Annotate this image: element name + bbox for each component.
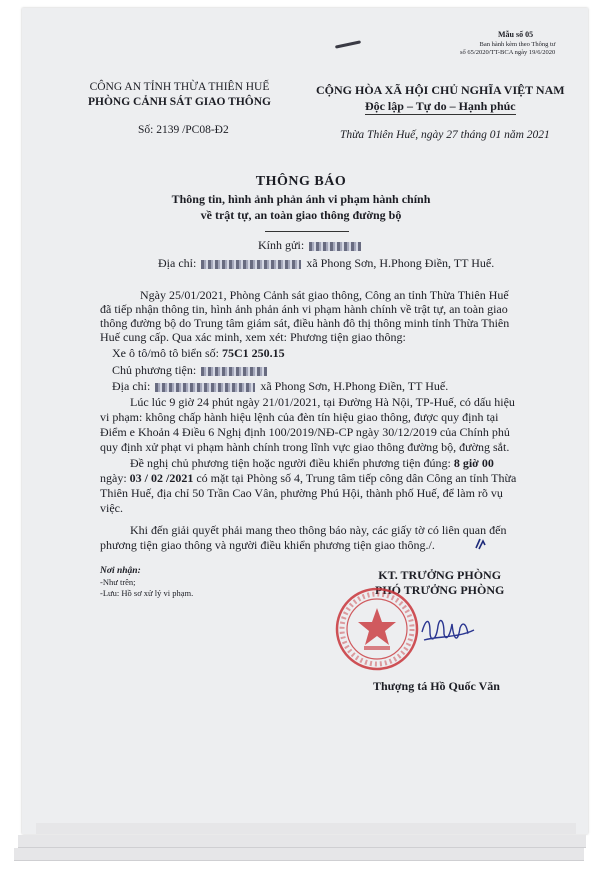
signature-title: KT. TRƯỞNG PHÒNG PHÓ TRƯỞNG PHÒNG: [375, 568, 505, 597]
owner-address-line: Địa chỉ: xã Phong Sơn, H.Phong Điền, TT Huế.: [112, 379, 449, 393]
document-subtitle: Thông tin, hình ảnh phản ánh vi phạm hành chính về trật tự, an toàn giao thông đường bộ: [171, 192, 431, 222]
republic-name: CỘNG HÒA XÃ HỘI CHỦ NGHĨA VIỆT NAM: [316, 83, 565, 97]
license-plate: 75C1 250.15: [222, 346, 285, 360]
body-line: quy định xử phạt vi phạm hành chính trong lĩnh vực giao thông đường bộ, đường sắt.: [100, 440, 510, 454]
body-line: phương tiện giao thông và người điều khiển phương tiện giao thông./.: [100, 538, 435, 552]
handwritten-mark-icon: [474, 536, 488, 552]
recipient-line: Kính gửi:: [258, 238, 363, 252]
agency-department: PHÒNG CẢNH SÁT GIAO THÔNG: [88, 96, 271, 108]
document-number: Số: 2139 /PC08-Đ2: [138, 124, 229, 136]
body-line: thông đường bộ do Trung tâm giám sát, điều hành đô thị thông minh tỉnh Thừa Thiên: [100, 316, 510, 330]
document-title: THÔNG BÁO: [255, 174, 347, 189]
recipient-item: -Như trên;: [100, 577, 136, 587]
recipient-address-line: Địa chỉ: xã Phong Sơn, H.Phong Điền, TT Huế.: [158, 256, 495, 270]
body-line: Huế cung cấp. Qua xác minh, xem xét: Phương tiện giao thông:: [100, 330, 406, 344]
recipients-block: [100, 566, 193, 599]
paper-stack-edge: [36, 823, 576, 834]
body-line: ngày: 03 / 02 /2021 có mặt tại Phòng số 4, Trung tâm tiếp công dân Công an tỉnh Thừa: [100, 471, 517, 485]
recipient-item: -Lưu: Hồ sơ xử lý vi phạm.: [100, 588, 194, 598]
form-reference: Ban hành kèm theo Thông tư số 65/2020/TT-BCA ngày 19/6/2020: [460, 41, 556, 56]
paper-stack-edge: [14, 848, 584, 861]
redacted-name: [309, 242, 361, 251]
body-line: đã tiếp nhận thông tin, hình ảnh phản ánh vi phạm hành chính về trật tự, an toàn giao: [100, 302, 508, 316]
title-underline: [265, 231, 349, 232]
body-line: Ngày 25/01/2021, Phòng Cảnh sát giao thông, Công an tỉnh Thừa Thiên Huế: [140, 288, 509, 302]
signer-name: Thượng tá Hồ Quốc Văn: [373, 679, 500, 693]
redacted-owner: [201, 367, 267, 376]
body-line: việc.: [100, 501, 123, 515]
body-line: Khi đến giải quyết phải mang theo thông báo này, các giấy tờ có liên quan đến: [130, 523, 507, 537]
appointment-date: 03 / 02 /2021: [129, 471, 194, 485]
vehicle-line: Xe ô tô/mô tô biển số: 75C1 250.15: [112, 346, 285, 360]
agency-parent: CÔNG AN TỈNH THỪA THIÊN HUẾ: [89, 81, 270, 93]
redacted-owner-address: [155, 383, 255, 392]
body-line: Đề nghị chủ phương tiện hoặc người điều khiển phương tiện đúng: 8 giờ 00: [130, 456, 494, 470]
place-date: Thừa Thiên Huế, ngày 27 tháng 01 năm 2021: [340, 129, 550, 141]
owner-line: Chủ phương tiện:: [112, 363, 269, 377]
issuing-agency: [88, 80, 271, 110]
body-line: vi phạm: không chấp hành hiệu lệnh của đèn tín hiệu giao thông, được quy định tại: [100, 410, 499, 424]
body-line: Lúc lúc 9 giờ 24 phút ngày 21/01/2021, tại Đường Hà Nội, TP-Huế, có dấu hiệu: [130, 395, 515, 409]
body-line: Điểm e Khoản 4 Điều 6 Nghị định 100/2019/NĐ-CP ngày 30/12/2019 của Chính phủ: [100, 425, 510, 439]
body-line: Thiên Huế, địa chỉ 50 Trần Cao Vân, phường Phú Hội, thành phố Huế, để làm rõ vụ: [100, 486, 503, 500]
recipients-heading: Nơi nhận:: [100, 566, 141, 576]
form-number: Mẫu số 05: [498, 30, 534, 39]
national-motto: Độc lập – Tự do – Hạnh phúc: [364, 99, 516, 113]
paper-stack-edge: [18, 835, 586, 848]
official-seal-icon: [334, 586, 420, 672]
handwritten-signature-icon: [418, 612, 478, 648]
redacted-address: [201, 260, 301, 269]
national-header: [316, 82, 565, 114]
